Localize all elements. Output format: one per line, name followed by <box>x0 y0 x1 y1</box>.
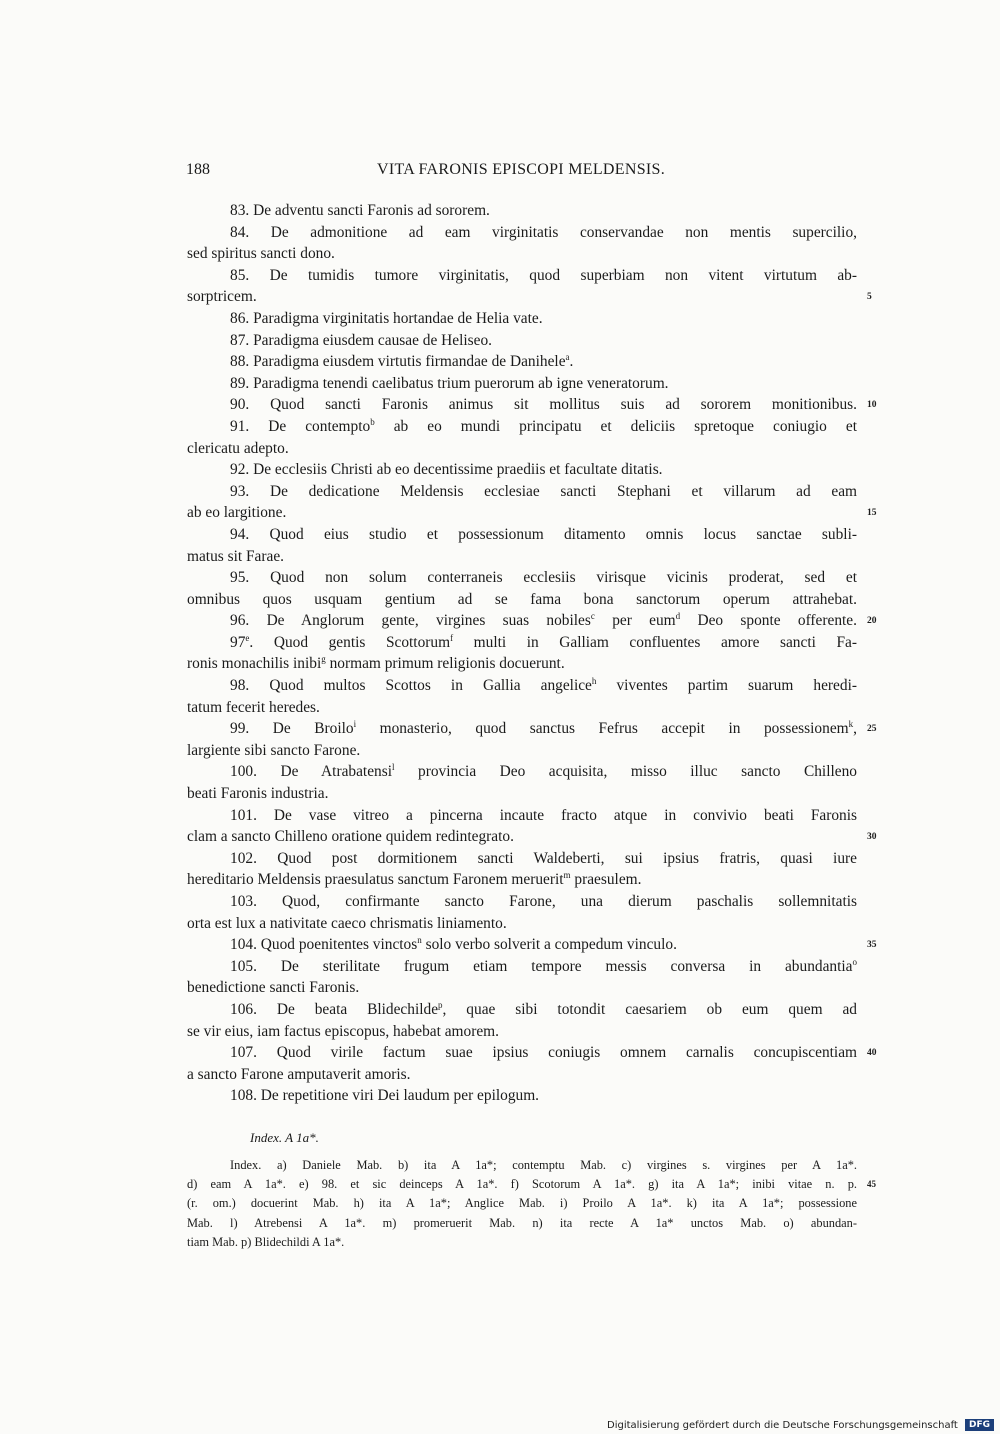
chapter-text: Quod gentis Scottorum <box>273 633 451 651</box>
chapter-text: matus sit Farae. <box>187 547 285 565</box>
chapter-number: 105. <box>230 957 257 975</box>
line-number: 15 <box>867 508 877 519</box>
index-line <box>187 222 857 244</box>
footnote-line <box>187 1156 857 1175</box>
chapter-text: De adventu sancti Faronis ad sororem. <box>253 202 490 219</box>
footnote-marker: e <box>245 632 250 643</box>
chapter-text: tatum fecerit heredes. <box>187 698 320 716</box>
line-number: 5 <box>867 292 872 303</box>
chapter-text: De vase vitreo a pincerna incaute fracto atque in convivio beati Faronis <box>273 806 857 824</box>
footnote-marker: c <box>590 611 595 622</box>
chapter-text: multi in Galliam confluentes amore sancti Fa- <box>453 633 857 651</box>
chapter-text: clericatu adepto. <box>187 439 289 457</box>
index-line <box>187 308 857 330</box>
chapter-text: a sancto Farone amputaverit amoris. <box>187 1065 411 1083</box>
index-line <box>187 956 857 978</box>
chapter-text: Quod poenitentes vinctos <box>260 936 418 954</box>
footnote-marker: o <box>852 956 857 967</box>
chapter-text: De sterilitate frugum etiam tempore messis conversa in abundantia <box>280 957 853 975</box>
footnote-line <box>187 1233 857 1252</box>
index-line <box>187 934 877 956</box>
dfg-logo: DFG <box>965 1419 994 1431</box>
chapter-number: 89. <box>230 374 250 392</box>
chapter-text: De repetitione viri Dei laudum per epilogum. <box>260 1087 540 1105</box>
chapter-number: 87. <box>230 331 250 349</box>
footnote-line <box>187 1194 857 1213</box>
chapter-number: 91. <box>230 417 250 435</box>
chapter-text: De contempto <box>268 417 371 435</box>
chapter-index-list <box>187 200 877 1107</box>
chapter-text: De dedicatione Meldensis ecclesiae sancti Stephani et villarum ad eam <box>269 482 857 500</box>
chapter-text: Deo sponte offerente. <box>680 612 857 630</box>
chapter-number: 108. <box>230 1087 257 1105</box>
chapter-text: Quod non solum conterraneis ecclesiis virisque vicinis proderat, sed et <box>270 569 857 587</box>
chapter-text: provincia Deo acquisita, misso illuc sancto Chilleno <box>394 763 857 781</box>
chapter-text: normam primum religionis docuerunt. <box>325 655 565 673</box>
index-line <box>187 1021 857 1043</box>
chapter-text: ronis monachilis inibi <box>187 655 322 673</box>
index-line <box>187 718 877 740</box>
chapter-text: De tumidis tumore virginitatis, quod superbiam non vitent virtutum ab- <box>269 266 858 284</box>
chapter-text: Paradigma tenendi caelibatus trium puerorum ab igne veneratorum. <box>253 374 669 392</box>
index-line <box>187 891 857 913</box>
page-header <box>186 161 856 185</box>
chapter-number: 95. <box>230 569 250 587</box>
index-line <box>187 761 857 783</box>
chapter-text: Quod multos Scottos in Gallia angelice <box>269 677 592 695</box>
index-line <box>187 330 857 352</box>
footnote-sigil: Index. A 1a*. <box>250 1130 319 1145</box>
chapter-text: De admonitione ad eam virginitatis conservandae non mentis supercilio, <box>270 223 857 241</box>
index-line <box>187 1085 857 1107</box>
chapter-text: De Atrabatensi <box>280 763 392 781</box>
footnote-marker: a <box>565 352 570 363</box>
line-number: 10 <box>867 400 877 411</box>
credit-text: Digitalisierung gefördert durch die Deutsche Forschungsgemeinschaft <box>607 1420 958 1431</box>
index-line <box>187 675 857 697</box>
digitization-credit <box>607 1419 994 1433</box>
index-line <box>187 416 857 438</box>
chapter-text: ab eo largitione. <box>187 504 287 522</box>
chapter-number: 85. <box>230 266 250 284</box>
chapter-text: De beata Blidechilde <box>276 1000 439 1018</box>
chapter-text: De ecclesiis Christi ab eo decentissime praediis et facultate ditatis. <box>253 461 663 479</box>
chapter-text: se vir eius, iam factus episcopus, habebat amorem. <box>187 1022 499 1040</box>
line-number: 20 <box>867 616 877 627</box>
index-line <box>187 783 857 805</box>
index-line <box>187 351 857 373</box>
chapter-text: solo verbo solverit a compedum vinculo. <box>421 936 677 954</box>
index-line <box>187 697 857 719</box>
index-line <box>187 286 872 308</box>
line-number: 45 <box>867 1179 876 1190</box>
chapter-text: viventes partim suarum heredi- <box>596 677 857 695</box>
chapter-number: 107. <box>230 1044 257 1062</box>
footnote-marker: f <box>450 632 454 643</box>
footnote-marker: k <box>848 719 854 730</box>
chapter-text: Quod post dormitionem sancti Waldeberti, sui ipsius fratris, quasi iure <box>277 849 857 867</box>
chapter-text: Quod sancti Faronis animus sit mollitus suis ad sororem monitionibus. <box>270 396 857 414</box>
chapter-number: 98. <box>230 677 250 695</box>
chapter-text: hereditario Meldensis praesulatus sanctum Faronem meruerit <box>187 871 564 889</box>
chapter-number: 84. <box>230 223 250 241</box>
index-line <box>187 913 857 935</box>
chapter-text: beati Faronis industria. <box>187 785 329 803</box>
index-line <box>187 826 877 848</box>
index-line <box>187 243 857 265</box>
footnote-marker: n <box>417 935 422 946</box>
index-line <box>187 524 857 546</box>
index-line <box>187 265 857 287</box>
index-line <box>187 740 857 762</box>
chapter-number: 93. <box>230 482 250 500</box>
index-line <box>187 394 877 416</box>
footnote-marker: m <box>563 870 571 881</box>
chapter-text: largiente sibi sancto Farone. <box>187 741 361 759</box>
running-title: VITA FARONIS EPISCOPI MELDENSIS. <box>376 161 666 178</box>
footnote-marker: d <box>675 611 681 622</box>
chapter-text: Quod, confirmante sancto Farone, una dierum paschalis sollemnitatis <box>282 893 857 910</box>
footnote-marker: g <box>321 654 326 665</box>
index-line <box>187 610 877 632</box>
page-number: 188 <box>186 161 210 178</box>
index-line <box>187 502 877 524</box>
chapter-number: 104. <box>230 936 257 954</box>
chapter-number: 99. <box>230 720 250 738</box>
chapter-number: 83. <box>230 202 250 219</box>
index-line <box>187 459 857 481</box>
index-line <box>187 805 857 827</box>
chapter-text: clam a sancto Chilleno oratione quidem redintegrato. <box>187 828 514 846</box>
footnote-text: Mab. l) Atrebensi A 1a*. m) promeruerit Mab. n) ita recte A 1a* unctos Mab. o) abundan- <box>187 1215 857 1230</box>
chapter-text: omnibus quos usquam gentium ad se fama bona sanctorum operum attrahebat. <box>187 590 857 608</box>
chapter-text: Paradigma eiusdem virtutis firmandae de Danihele <box>253 353 566 371</box>
index-line <box>187 438 857 460</box>
chapter-text: De Anglorum gente, virgines suas nobiles <box>266 612 591 630</box>
chapter-text: sorptricem. <box>187 288 257 306</box>
chapter-text: Paradigma eiusdem causae de Heliseo. <box>253 331 493 349</box>
footnote-marker: i <box>353 719 357 730</box>
chapter-text: benedictione sancti Faronis. <box>187 979 360 997</box>
line-number: 25 <box>867 724 877 735</box>
chapter-number: 106. <box>230 1000 257 1018</box>
footnote-text: tiam Mab. p) Blidechildi A 1a*. <box>187 1234 345 1249</box>
index-line <box>187 200 857 222</box>
chapter-number: 94. <box>230 525 250 543</box>
index-line <box>187 1064 857 1086</box>
footnote-text: Index. a) Daniele Mab. b) ita A 1a*; contemptu Mab. c) virgines s. virgines per A 1a*. <box>230 1158 857 1172</box>
index-line <box>187 848 857 870</box>
chapter-text: Quod virile factum suae ipsius coniugis omnem carnalis concupiscentiam <box>276 1044 857 1062</box>
footnote-text: (r. om.) docuerint Mab. h) ita A 1a*; Anglice Mab. i) Proilo A 1a*. k) ita A 1a*; possessione <box>187 1196 857 1211</box>
index-line <box>187 977 857 999</box>
chapter-text: monasterio, quod sanctus Fefrus accepit in possessionem <box>356 720 849 738</box>
footnote-marker: b <box>370 416 375 427</box>
chapter-text: praesulem. <box>570 871 642 889</box>
chapter-number: 92. <box>230 461 250 479</box>
index-line: 97e. Quod gentis Scottorum$^f$ multi in Galliam confluentes amore sancti Fa- <box>230 632 857 651</box>
chapter-text: sed spiritus sancti dono. <box>187 245 335 263</box>
chapter-text: per eum <box>594 612 676 630</box>
chapter-number: 101. <box>230 806 257 824</box>
footnote-line <box>187 1214 857 1233</box>
chapter-text: Quod eius studio et possessionum ditamento omnis locus sanctae subli- <box>269 525 857 543</box>
footnote-line <box>187 1175 876 1194</box>
chapter-number: 102. <box>230 849 257 867</box>
chapter-number: 90. <box>230 396 250 414</box>
chapter-number: 103. <box>230 893 257 910</box>
index-line <box>187 567 857 589</box>
footnote-marker: p <box>438 999 443 1010</box>
footnote-marker: l <box>392 762 395 773</box>
chapter-text: , quae sibi totondit caesariem ob eum quem ad <box>442 1000 857 1018</box>
chapter-text: De Broilo <box>272 720 354 738</box>
chapter-text: orta est lux a nativitate caeco chrismatis liniamento. <box>187 914 507 932</box>
line-number: 35 <box>867 940 877 951</box>
line-number: 40 <box>867 1048 877 1059</box>
index-line <box>187 546 857 568</box>
chapter-text: , <box>853 720 857 738</box>
chapter-number: 97 <box>230 633 246 651</box>
footnote-text: d) eam A 1a*. e) 98. et sic deinceps A 1a*. f) Scotorum A 1a*. g) ita A 1a*; inibi vitae n. p. <box>187 1177 857 1192</box>
chapter-text: ab eo mundi principatu et deliciis spretoque coniugio et <box>374 417 857 435</box>
index-line <box>187 589 857 611</box>
chapter-text: Paradigma virginitatis hortandae de Helia vate. <box>253 309 543 327</box>
footnote-marker: h <box>591 676 597 687</box>
chapter-number: 88. <box>230 353 250 371</box>
chapter-text: . <box>569 353 574 371</box>
index-line <box>187 869 857 891</box>
line-number: 30 <box>867 832 877 843</box>
index-line <box>187 999 857 1021</box>
chapter-number: 100. <box>230 763 257 781</box>
index-line <box>187 653 857 675</box>
index-line <box>187 1042 877 1064</box>
index-line <box>187 481 857 503</box>
chapter-number: 86. <box>230 309 250 327</box>
index-line <box>187 373 857 395</box>
chapter-number: 96. <box>230 612 250 630</box>
critical-apparatus <box>187 1156 876 1252</box>
